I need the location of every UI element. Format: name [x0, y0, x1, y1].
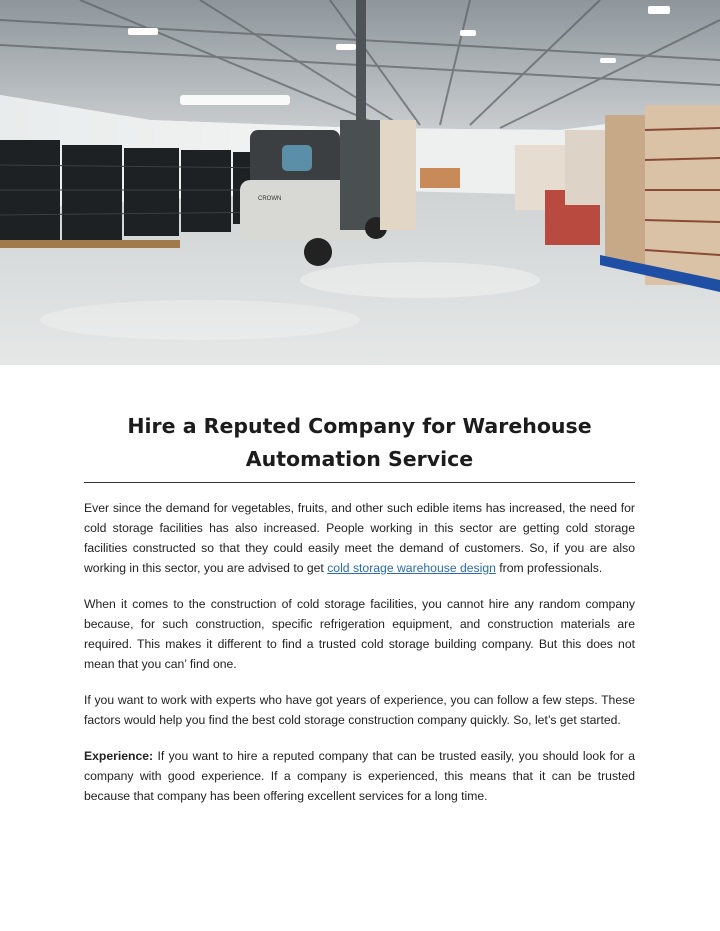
warehouse-illustration: [0, 0, 720, 365]
paragraph-1-text: Ever since the demand for vegetables, fruits, and other such edible items has increased, the need for cold storage facilities has also increased. People working in this sector are getting cold storage facilities constructed so that they could easily meet the demand of customers. So, if you are also working in this sector, you are advised to get: [84, 501, 635, 575]
paragraph-1-tail: from professionals.: [495, 561, 603, 575]
cold-storage-design-link[interactable]: cold storage warehouse design: [327, 561, 496, 575]
paragraph-4-text: If you want to hire a reputed company that can be trusted easily, you should look for a company with good experience. If a company is experienced, this means that it can be trusted because that company has been offering excellent services for a long time.: [84, 749, 635, 803]
paragraph-3: If you want to work with experts who have got years of experience, you can follow a few steps. These factors would help you find the best cold storage construction company quickly. So, let’s get started.: [84, 693, 635, 727]
forklift-brand: CROWN: [258, 196, 282, 202]
hero-image: [0, 0, 720, 365]
paragraph-2: When it comes to the construction of cold storage facilities, you cannot hire any random company because, for such construction, specific refrigeration equipment, and construction materials are required. This makes it different to find a trusted cold storage building company. But this does not mean that you can’ find one.: [84, 597, 635, 671]
title-divider: [84, 482, 635, 483]
paragraph-4: [84, 746, 635, 806]
article-title: Hire a Reputed Company for Warehouse Automation Service: [127, 414, 592, 471]
article-body: [84, 498, 635, 806]
paragraph-1: [84, 498, 635, 578]
experience-label: Experience:: [84, 749, 154, 763]
article: [84, 410, 635, 822]
